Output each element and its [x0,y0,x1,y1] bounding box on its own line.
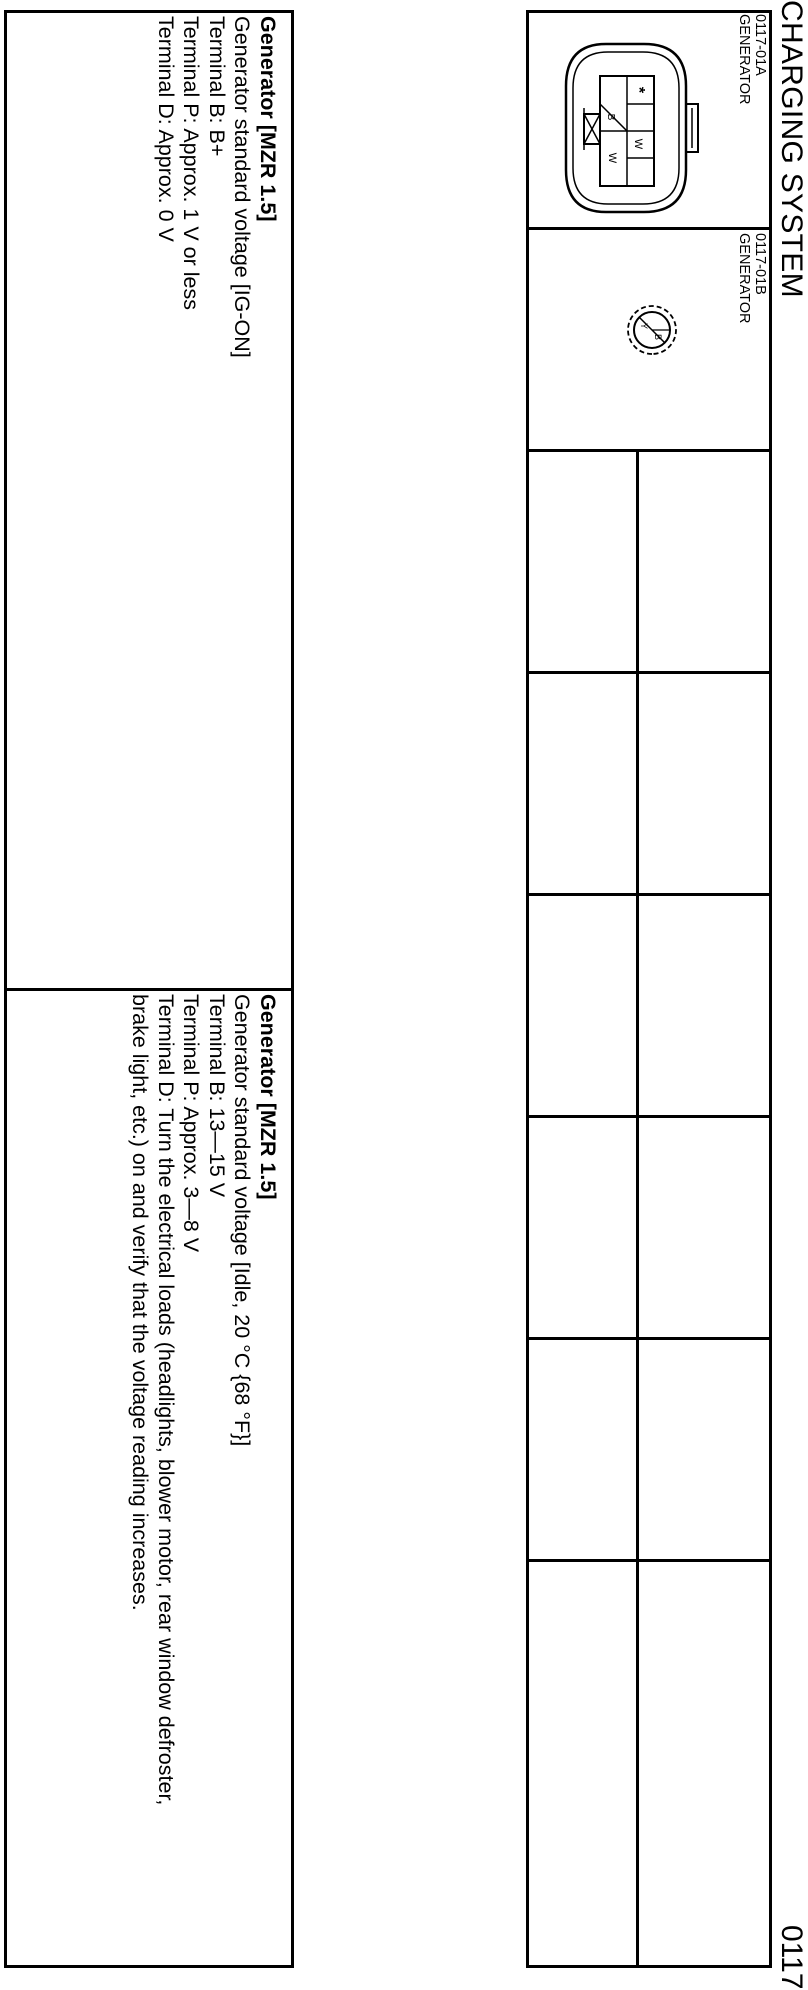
connector-b-diagram [622,300,682,360]
note-idle-line: Terminal D: Turn the electrical loads (headlights, blower motor, rear window defroster, brake light, etc.) on and verify that the voltage reading increases. [128,994,178,1806]
connector-a-pin-w2: W [606,152,618,164]
connector-a-pin-w1: W [632,138,644,150]
page-number: 0117 [775,1925,808,1990]
note-idle [127,994,280,1954]
note-ign-on-line: Terminal B: B+ [205,16,229,157]
note-ign-on-line: Terminal P: Approx. 1 V or less [179,16,204,310]
connector-a-code: 0117-01A [752,14,768,76]
connector-a-name: GENERATOR [736,14,752,105]
connector-a-label [736,14,768,105]
page-title: CHARGING SYSTEM [775,0,808,298]
note-ign-on-line: Generator standard voltage [IG-ON] [230,16,255,358]
note-ign-on-line: Terminal D: Approx. 0 V [154,16,178,242]
connector-a-pin-star: * [630,86,647,94]
note-idle-line: Generator standard voltage [Idle, 20 °C {68 °F}] [230,994,255,1447]
note-ign-on [153,16,281,976]
table-col-divider [526,227,772,230]
notes-divider [4,988,294,991]
connector-b-label [736,233,768,324]
table-col-divider [526,1115,772,1118]
table-row-divider [636,449,639,1966]
note-idle-line: Terminal P: Approx. 3—8 V [179,994,204,1253]
connector-b-pin-y: Y [639,322,649,330]
table-col-divider [526,893,772,896]
table-col-divider [526,1337,772,1340]
connector-b-pin-b: B [653,333,663,341]
note-idle-heading: Generator [MZR 1.5] [256,994,280,1200]
connector-a-pin-b: B [605,113,616,121]
table-col-divider [526,671,772,674]
connector-a-housing-inner [573,52,679,204]
table-col-divider [526,449,772,452]
table-col-divider [526,1559,772,1562]
connector-b-code: 0117-01B [752,233,768,295]
note-idle-line: Terminal B: 13—15 V [205,994,229,1198]
connector-a-diagram [536,36,736,220]
note-ign-on-heading: Generator [MZR 1.5] [256,16,280,222]
connector-b-name: GENERATOR [736,233,752,324]
